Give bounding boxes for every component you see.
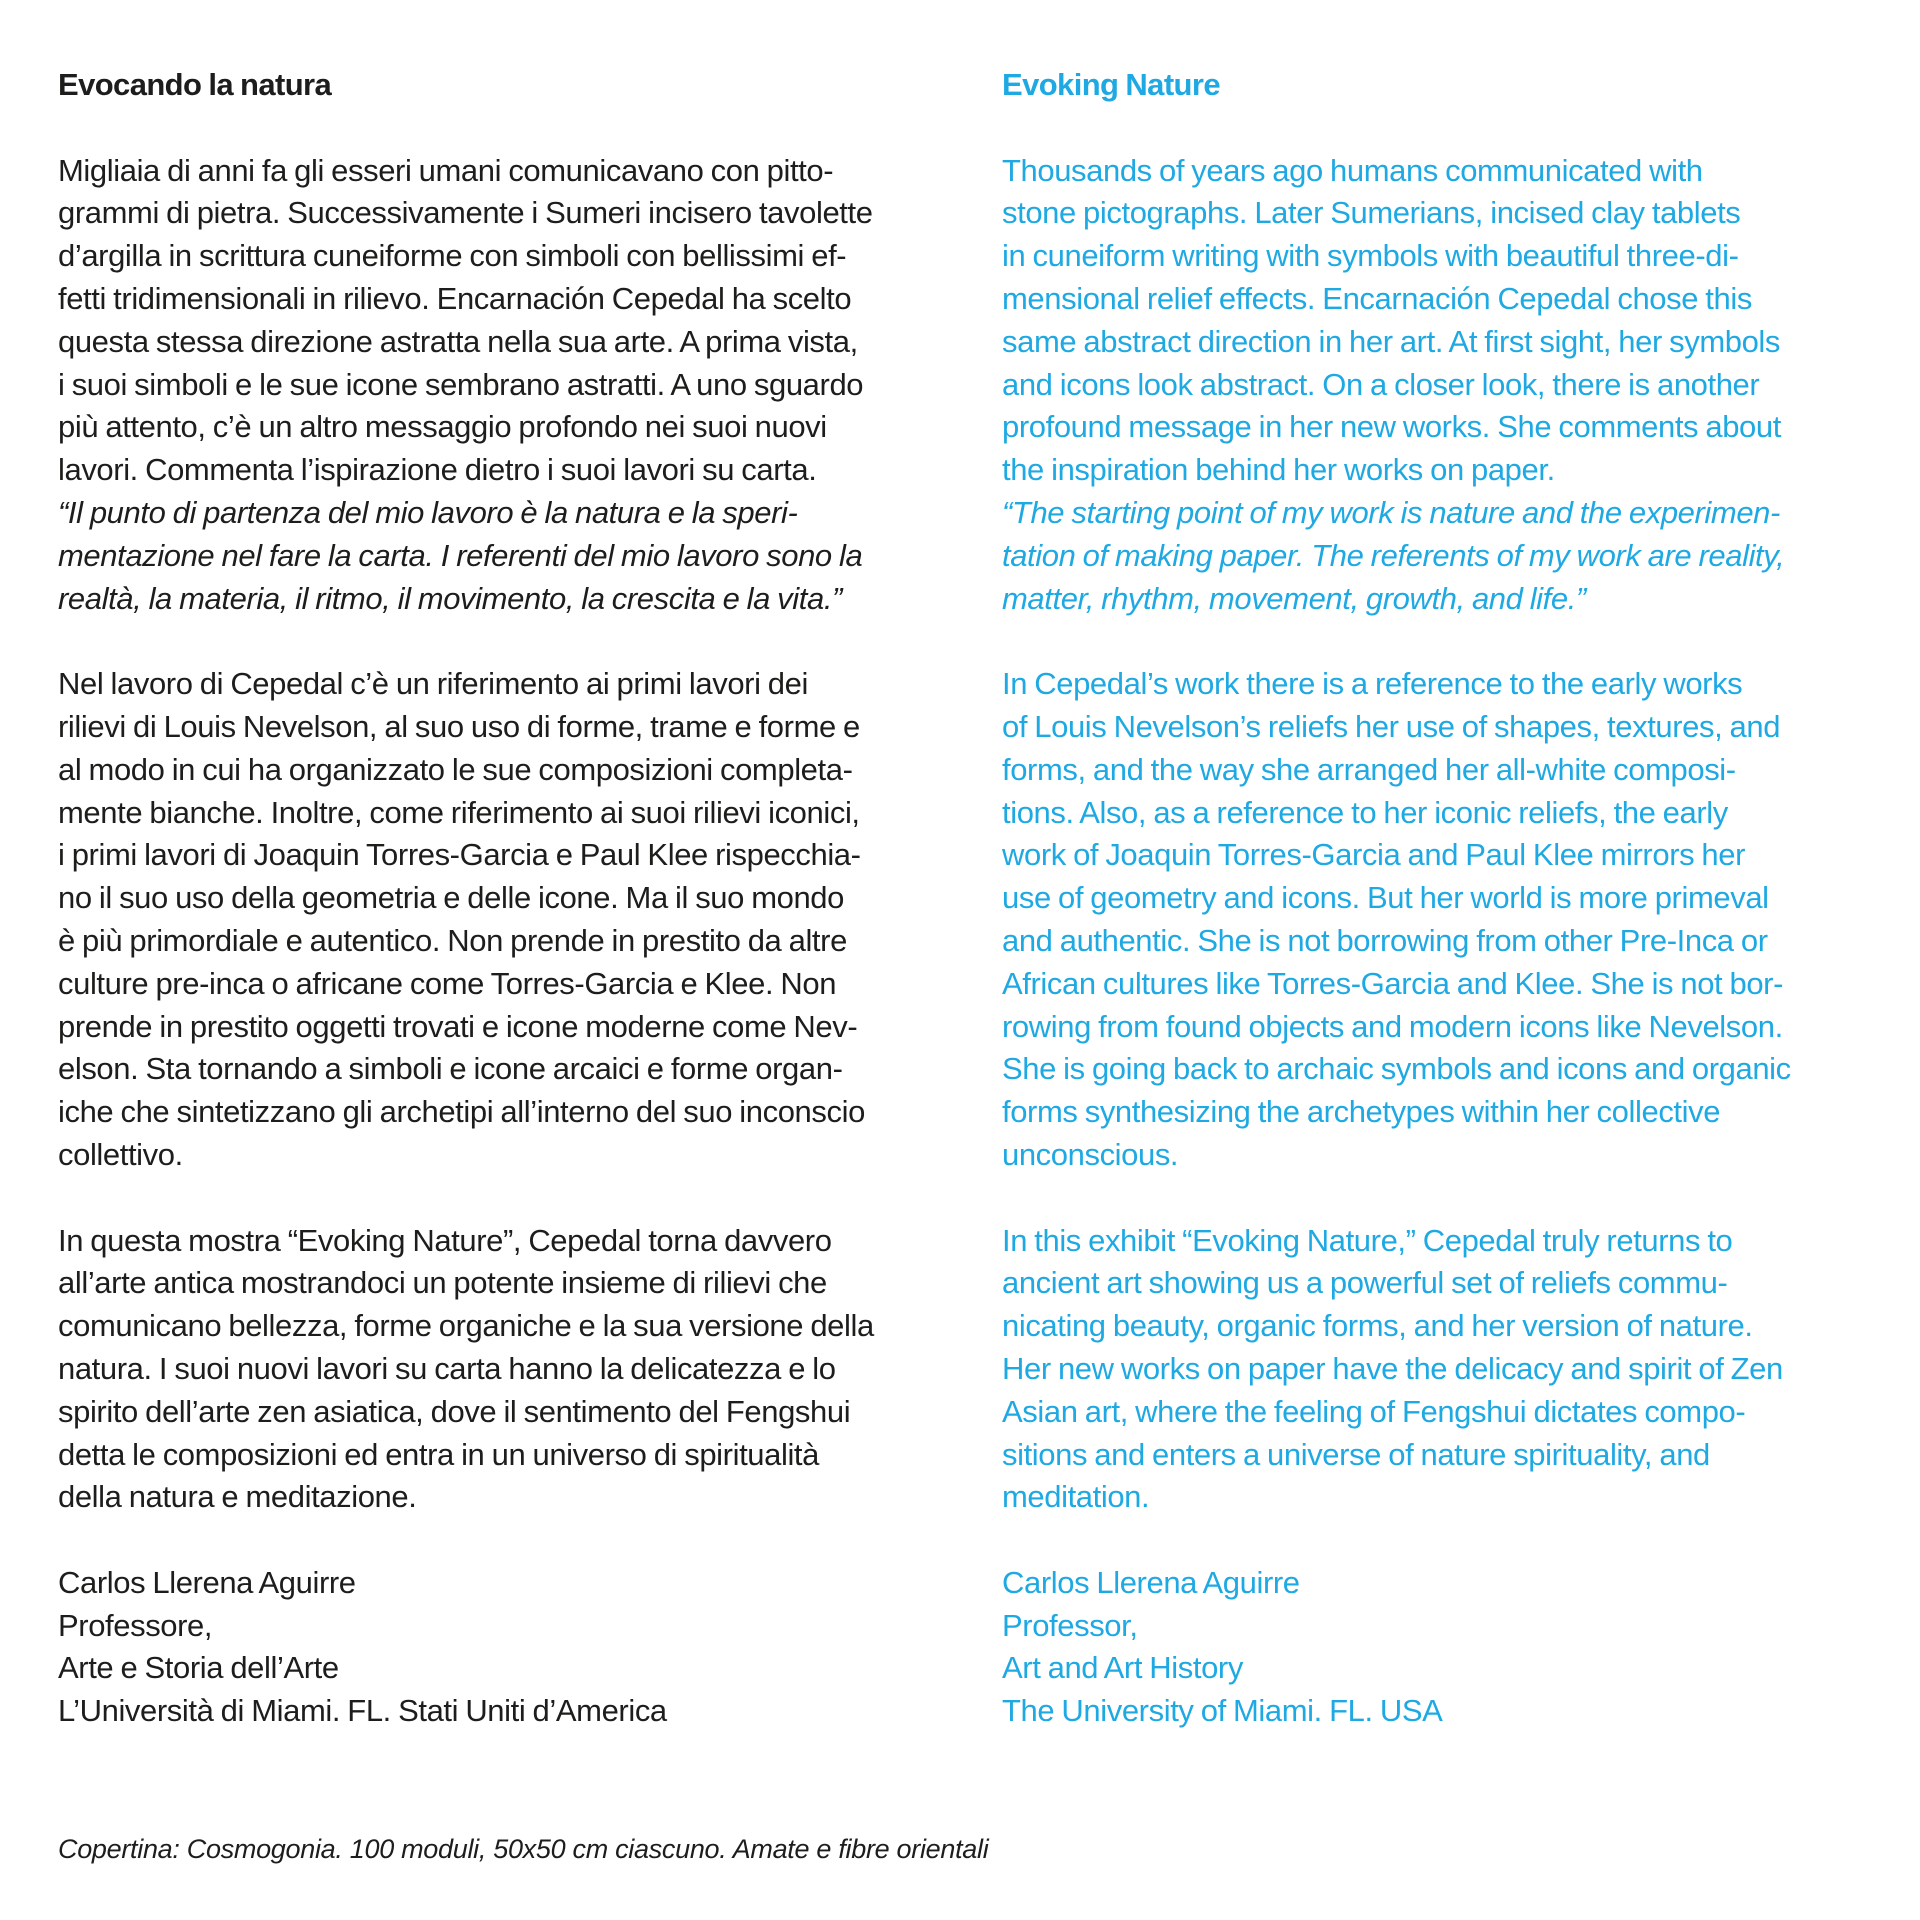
text-line: Asian art, where the feeling of Fengshui dictates compo- xyxy=(1002,1393,1746,1429)
text-line: è più primordiale e autentico. Non prende in prestito da altre xyxy=(58,922,847,958)
author-institution: The University of Miami. FL. USA xyxy=(1002,1693,1443,1729)
text-line: i suoi simboli e le sue icone sembrano astratti. A uno sguardo xyxy=(58,366,864,402)
author-name: Carlos Llerena Aguirre xyxy=(58,1564,356,1600)
text-line: comunicano bellezza, forme organiche e la sua versione della xyxy=(58,1308,874,1344)
text-line: In questa mostra “Evoking Nature”, Cepedal torna davvero xyxy=(58,1222,832,1258)
italian-paragraph-3 xyxy=(58,1220,958,1520)
text-line: In this exhibit “Evoking Nature,” Cepedal truly returns to xyxy=(1002,1222,1733,1258)
english-signature xyxy=(1002,1562,1892,1733)
text-line: forms synthesizing the archetypes within her collective xyxy=(1002,1094,1721,1130)
quote-line: mentazione nel fare la carta. I referenti del mio lavoro sono la xyxy=(58,537,863,573)
text-line: the inspiration behind her works on paper. xyxy=(1002,452,1555,488)
text-line: natura. I suoi nuovi lavori su carta hanno la delicatezza e lo xyxy=(58,1350,836,1386)
text-line: grammi di pietra. Successivamente i Sumeri incisero tavolette xyxy=(58,195,873,231)
text-line: culture pre-inca o africane come Torres-Garcia e Klee. Non xyxy=(58,965,837,1001)
text-line: rowing from found objects and modern icons like Nevelson. xyxy=(1002,1008,1783,1044)
english-column xyxy=(1002,64,1892,1733)
author-institution: L’Università di Miami. FL. Stati Uniti d’America xyxy=(58,1693,667,1729)
author-name: Carlos Llerena Aguirre xyxy=(1002,1564,1300,1600)
text-line: tions. Also, as a reference to her iconic reliefs, the early xyxy=(1002,794,1728,830)
text-line: fetti tridimensionali in rilievo. Encarnación Cepedal ha scelto xyxy=(58,280,852,316)
text-line: meditation. xyxy=(1002,1479,1150,1515)
text-line: Thousands of years ago humans communicated with xyxy=(1002,152,1703,188)
cover-caption: Copertina: Cosmogonia. 100 moduli, 50x50 cm ciascuno. Amate e fibre orientali xyxy=(58,1834,989,1864)
text-line: questa stessa direzione astratta nella sua arte. A prima vista, xyxy=(58,323,858,359)
text-line: della natura e meditazione. xyxy=(58,1479,417,1515)
text-line: nicating beauty, organic forms, and her version of nature. xyxy=(1002,1308,1753,1344)
quote-line: tation of making paper. The referents of my work are reality, xyxy=(1002,537,1785,573)
text-line: African cultures like Torres-Garcia and Klee. She is not bor- xyxy=(1002,965,1784,1001)
quote-line: “Il punto di partenza del mio lavoro è la natura e la speri- xyxy=(58,494,798,530)
text-line: and icons look abstract. On a closer look, there is another xyxy=(1002,366,1760,402)
text-line: and authentic. She is not borrowing from other Pre-Inca or xyxy=(1002,922,1768,958)
text-line: mente bianche. Inoltre, come riferimento ai suoi rilievi iconici, xyxy=(58,794,860,830)
text-line: iche che sintetizzano gli archetipi all’interno del suo inconscio xyxy=(58,1094,865,1130)
text-line: profound message in her new works. She comments about xyxy=(1002,409,1781,445)
text-line: elson. Sta tornando a simboli e icone arcaici e forme organ- xyxy=(58,1051,843,1087)
italian-paragraph-1 xyxy=(58,150,958,621)
italian-paragraph-2 xyxy=(58,663,958,1177)
text-line: Migliaia di anni fa gli esseri umani comunicavano con pitto- xyxy=(58,152,834,188)
text-line: In Cepedal’s work there is a reference to the early works xyxy=(1002,666,1743,702)
text-line: no il suo uso della geometria e delle icone. Ma il suo mondo xyxy=(58,880,844,916)
text-line: prende in prestito oggetti trovati e icone moderne come Nev- xyxy=(58,1008,858,1044)
text-line: ancient art showing us a powerful set of reliefs commu- xyxy=(1002,1265,1728,1301)
english-paragraph-2 xyxy=(1002,663,1892,1177)
author-role: Professore, xyxy=(58,1607,213,1643)
italian-column xyxy=(58,64,958,1733)
english-paragraph-1 xyxy=(1002,150,1892,621)
text-line: She is going back to archaic symbols and icons and organic xyxy=(1002,1051,1791,1087)
text-line: of Louis Nevelson’s reliefs her use of shapes, textures, and xyxy=(1002,708,1781,744)
author-department: Arte e Storia dell’Arte xyxy=(58,1650,339,1686)
quote-line: realtà, la materia, il ritmo, il movimento, la crescita e la vita.” xyxy=(58,580,842,616)
text-line: Her new works on paper have the delicacy and spirit of Zen xyxy=(1002,1350,1783,1386)
text-line: più attento, c’è un altro messaggio profondo nei suoi nuovi xyxy=(58,409,827,445)
text-line: collettivo. xyxy=(58,1136,183,1172)
text-line: sitions and enters a universe of nature spirituality, and xyxy=(1002,1436,1710,1472)
english-title: Evoking Nature xyxy=(1002,67,1220,102)
text-line: mensional relief effects. Encarnación Cepedal chose this xyxy=(1002,280,1752,316)
text-line: Nel lavoro di Cepedal c’è un riferimento ai primi lavori dei xyxy=(58,666,808,702)
english-paragraph-3 xyxy=(1002,1220,1892,1520)
text-line: d’argilla in scrittura cuneiforme con simboli con bellissimi ef- xyxy=(58,238,847,274)
text-line: lavori. Commenta l’ispirazione dietro i suoi lavori su carta. xyxy=(58,452,817,488)
text-line: same abstract direction in her art. At first sight, her symbols xyxy=(1002,323,1781,359)
italian-quote xyxy=(58,492,958,620)
italian-title: Evocando la natura xyxy=(58,67,332,102)
text-line: use of geometry and icons. But her world is more primeval xyxy=(1002,880,1769,916)
text-line: al modo in cui ha organizzato le sue composizioni completa- xyxy=(58,751,853,787)
text-line: spirito dell’arte zen asiatica, dove il sentimento del Fengshui xyxy=(58,1393,851,1429)
text-line: forms, and the way she arranged her all-white composi- xyxy=(1002,751,1736,787)
italian-signature xyxy=(58,1562,958,1733)
text-line: in cuneiform writing with symbols with beautiful three-di- xyxy=(1002,238,1739,274)
text-line: all’arte antica mostrandoci un potente insieme di rilievi che xyxy=(58,1265,827,1301)
text-line: stone pictographs. Later Sumerians, incised clay tablets xyxy=(1002,195,1741,231)
text-line: unconscious. xyxy=(1002,1136,1179,1172)
english-quote xyxy=(1002,492,1892,620)
text-line: detta le composizioni ed entra in un universo di spiritualità xyxy=(58,1436,819,1472)
author-role: Professor, xyxy=(1002,1607,1138,1643)
quote-line: “The starting point of my work is nature and the experimen- xyxy=(1002,494,1780,530)
quote-line: matter, rhythm, movement, growth, and life.” xyxy=(1002,580,1586,616)
author-department: Art and Art History xyxy=(1002,1650,1243,1686)
text-line: i primi lavori di Joaquin Torres-Garcia e Paul Klee rispecchia- xyxy=(58,837,861,873)
text-line: work of Joaquin Torres-Garcia and Paul Klee mirrors her xyxy=(1002,837,1746,873)
text-line: rilievi di Louis Nevelson, al suo uso di forme, trame e forme e xyxy=(58,708,860,744)
